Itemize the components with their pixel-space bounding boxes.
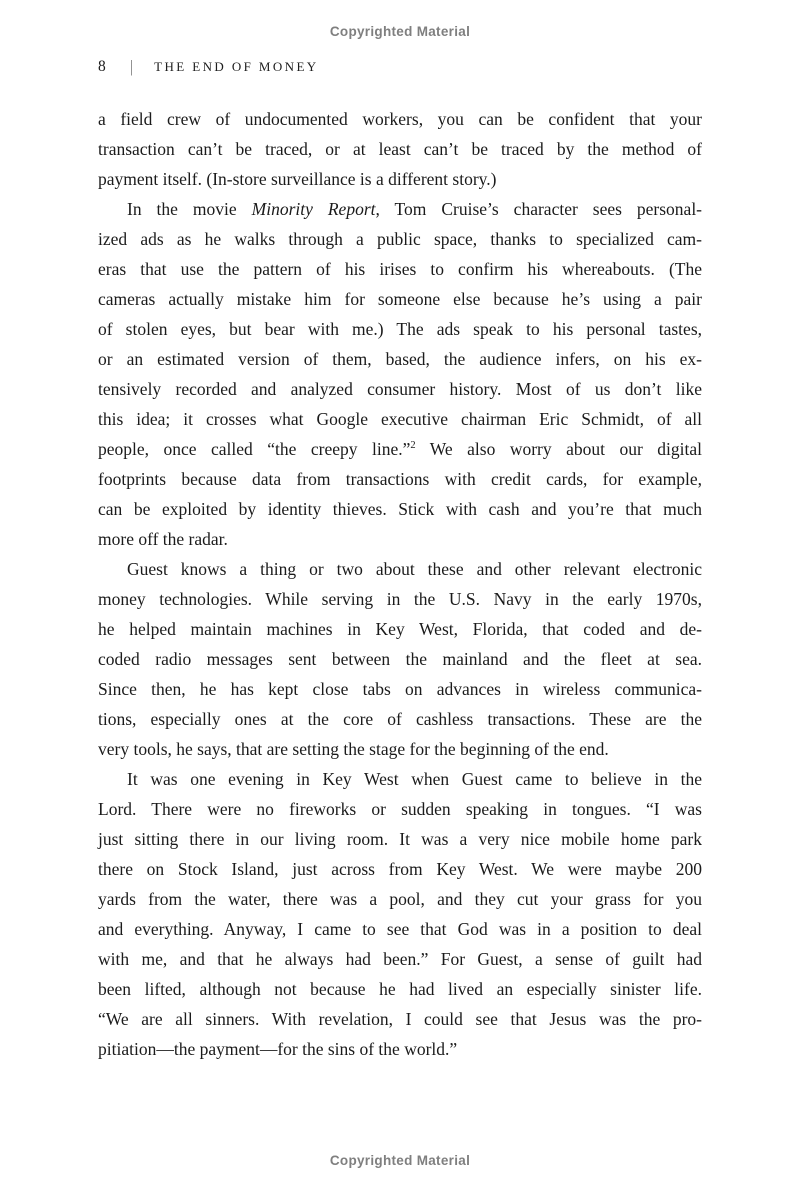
text-line: or an estimated version of them, based, the audience infers, on his ex- — [98, 349, 702, 369]
text-line: Lord. There were no fireworks or sudden speaking in tongues. “I was — [98, 799, 702, 819]
text-line: It was one evening in Key West when Guest came to believe in the — [127, 769, 702, 789]
text-line: cameras actually mistake him for someone else because he’s using a pair — [98, 289, 702, 309]
text-line: In the movie Minority Report, Tom Cruise’s character sees personal- — [127, 199, 703, 219]
text-line: been lifted, although not because he had lived an especially sinister life. — [98, 979, 702, 999]
text-line: very tools, he says, that are setting the stage for the beginning of the end. — [98, 739, 609, 759]
page-number: 8 — [98, 58, 106, 75]
text-line: he helped maintain machines in Key West, Florida, that coded and de- — [98, 619, 702, 639]
text-line: footprints because data from transactions with credit cards, for example, — [98, 469, 702, 489]
text-line: coded radio messages sent between the mainland and the fleet at sea. — [98, 649, 702, 669]
text-line: Guest knows a thing or two about these and other relevant electronic — [127, 559, 702, 579]
text-line: yards from the water, there was a pool, and they cut your grass for you — [98, 889, 702, 909]
text-line: pitiation—the payment—for the sins of the world.” — [98, 1039, 458, 1059]
text-line: ized ads as he walks through a public space, thanks to specialized cam- — [98, 229, 702, 249]
running-title: THE END OF MONEY — [154, 59, 319, 74]
text-line: eras that use the pattern of his irises to confirm his whereabouts. (The — [98, 259, 702, 279]
text-line: more off the radar. — [98, 529, 228, 549]
text-line: and everything. Anyway, I came to see that God was in a position to deal — [98, 919, 702, 939]
watermark-bottom: Copyrighted Material — [329, 1153, 471, 1168]
text-line: Since then, he has kept close tabs on advances in wireless communica- — [98, 679, 702, 699]
text-line: money technologies. While serving in the U.S. Navy in the early 1970s, — [98, 589, 702, 609]
text-line: tensively recorded and analyzed consumer history. Most of us don’t like — [98, 379, 702, 399]
text-line: of stolen eyes, but bear with me.) The ads speak to his personal tastes, — [98, 319, 702, 339]
text-line: people, once called “the creepy line.”$^2$ We also worry about our digital — [98, 439, 702, 459]
text-line: just sitting there in our living room. It was a very nice mobile home park — [98, 829, 702, 849]
running-head — [98, 57, 319, 77]
text-line: this idea; it crosses what Google executive chairman Eric Schmidt, of all — [98, 409, 702, 429]
watermark-top: Copyrighted Material — [329, 24, 471, 39]
header-separator: | — [130, 57, 133, 76]
text-line: a field crew of undocumented workers, you can be confident that your — [98, 109, 702, 129]
text-line: with me, and that he always had been.” For Guest, a sense of guilt had — [98, 949, 702, 969]
text-line: can be exploited by identity thieves. Stick with cash and you’re that much — [98, 499, 702, 519]
body-text — [98, 104, 702, 1064]
text-line: transaction can’t be traced, or at least can’t be traced by the method of — [98, 139, 702, 159]
text-line: “We are all sinners. With revelation, I could see that Jesus was the pro- — [98, 1009, 702, 1029]
text-line: there on Stock Island, just across from Key West. We were maybe 200 — [98, 859, 702, 879]
text-line: payment itself. (In-store surveillance is a different story.) — [98, 169, 497, 189]
text-line: tions, especially ones at the core of cashless transactions. These are the — [98, 709, 702, 729]
